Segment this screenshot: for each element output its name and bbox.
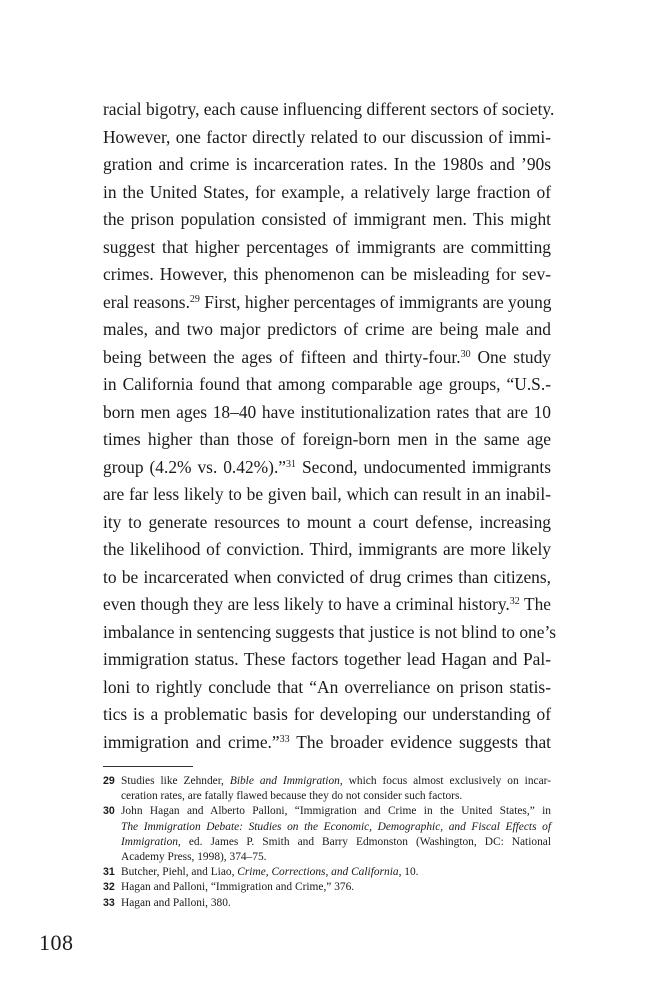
body-line: ity to generate resources to mount a court defense, increasing: [103, 511, 551, 532]
body-line: eral reasons.$^{29}$ First, higher percentages of immigrants are young: [103, 291, 552, 312]
body-line: imbalance in sentencing suggests that justice is not blind to one’s: [103, 621, 557, 642]
body-line: gration and crime is incarceration rates. In the 1980s and ’90s: [103, 154, 551, 174]
body-line: crimes. However, this phenomenon can be misleading for sev-: [103, 264, 551, 284]
body-line: even though they are less likely to have a criminal history.$^{32}$ The: [103, 594, 551, 614]
footnote-reference: 29: [189, 293, 200, 305]
body-line: males, and two major predictors of crime are being male and: [103, 319, 551, 339]
body-line: being between the ages of fifteen and thirty-four.$^{30}$ One study: [103, 346, 551, 367]
footnote-line: Academy Press, 1998), 374–75.: [121, 851, 267, 864]
footnote-number: 33: [103, 896, 115, 909]
footnote: [103, 896, 551, 911]
footnote-number: 30: [103, 805, 115, 818]
footnotes: [103, 774, 551, 911]
footnote-number: 31: [103, 866, 115, 879]
body-line: born men ages 18–40 have institutionalization rates that are 10: [103, 401, 551, 422]
footnote-line: ceration rates, are fatally flawed because they do not consider such factors.: [121, 790, 463, 803]
body-line: loni to rightly conclude that “An overreliance on prison statis-: [103, 676, 551, 697]
body-line: group (4.2% vs. 0.42%).”$^{31}$ Second, undocumented immigrants: [103, 456, 551, 477]
footnote-reference: 32: [509, 596, 520, 607]
footnote-number: 29: [103, 775, 115, 787]
body-line: suggest that higher percentages of immigrants are committing: [103, 236, 551, 257]
body-line: in the United States, for example, a relatively large fraction of: [103, 181, 551, 202]
body-line: are far less likely to be given bail, which can result in an inabil-: [103, 484, 551, 504]
body-line: tics is a problematic basis for developing our understanding of: [103, 704, 551, 724]
body-line: times higher than those of foreign-born men in the same age: [103, 429, 551, 449]
footnote-reference: 30: [460, 348, 471, 360]
footnote-line: Immigration, ed. James P. Smith and Barry Edmonston (Washington, DC: National: [121, 835, 551, 848]
footnote: [103, 804, 551, 865]
footnote-reference: 31: [286, 458, 297, 470]
footnote-line: Studies like Zehnder, Bible and Immigration, which focus almost exclusively on incar-: [121, 775, 551, 787]
body-line: to be incarcerated when convicted of drug crimes than citizens,: [103, 566, 551, 587]
footnote-line: Butcher, Piehl, and Liao, Crime, Corrections, and California, 10.: [121, 866, 419, 879]
body-line: in California found that among comparable age groups, “U.S.-: [103, 374, 551, 394]
body-line: the likelihood of conviction. Third, immigrants are more likely: [103, 539, 551, 559]
body-line: the prison population consisted of immigrant men. This might: [103, 209, 551, 229]
body-text: [103, 96, 557, 756]
footnote-rule: [103, 766, 193, 767]
body-line: immigration status. These factors together lead Hagan and Pal-: [103, 649, 551, 669]
footnote: [103, 865, 551, 880]
footnote-line: Hagan and Palloni, 380.: [121, 896, 231, 909]
footnote-line: The Immigration Debate: Studies on the Economic, Demographic, and Fiscal Effects of: [121, 820, 551, 833]
body-line: racial bigotry, each cause influencing different sectors of society.: [103, 99, 555, 119]
footnote-line: John Hagan and Alberto Palloni, “Immigration and Crime in the United States,” in: [121, 805, 551, 818]
footnote-line: Hagan and Palloni, “Immigration and Crime,” 376.: [121, 881, 355, 894]
body-line: immigration and crime.”$^{33}$ The broader evidence suggests that: [103, 731, 551, 752]
page-number: 108: [39, 930, 74, 955]
footnote-reference: 33: [279, 733, 290, 745]
footnote: [103, 774, 551, 804]
footnote: [103, 880, 551, 895]
footnote-number: 32: [103, 881, 115, 894]
body-line: However, one factor directly related to our discussion of immi-: [103, 126, 551, 147]
